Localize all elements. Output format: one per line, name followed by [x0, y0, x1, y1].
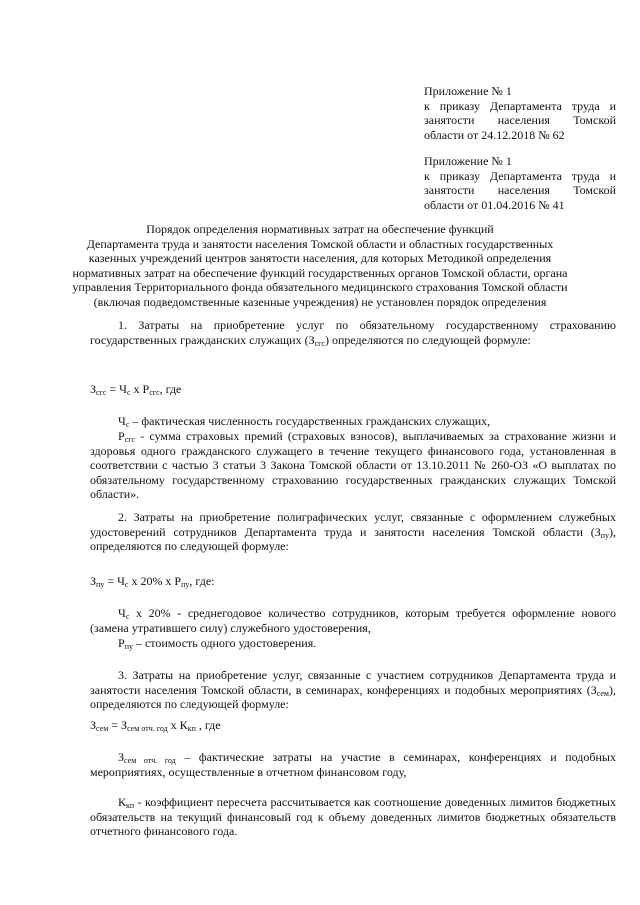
section-2-intro: 2. Затраты на приобретение полиграфических услуг, связанные с оформлением служебных удостоверений сотрудников Департамента труда и занятости населения Томской области $(З_{пу})$, определяются по следующей формуле:: [90, 510, 616, 553]
section-1-intro: 1. Затраты на приобретение услуг по обязательному государственному страхованию государственных гражданских служащих $(З_{сгс})$ определяются по следующей формуле:: [90, 318, 616, 348]
annex-order-line: к приказу Департамента труда и: [424, 98, 616, 113]
annex-department-line: занятости населения Томской: [424, 183, 616, 197]
annex-date-line: области от 24.12.2018 № 62: [424, 127, 565, 142]
title-line: нормативных затрат на обеспечение функций государственных органов Томской области, органа: [72, 265, 568, 280]
annex-title: Приложение № 1: [424, 154, 512, 168]
section-2-definition-price: $Р_{пу}$ – стоимость одного удостоверения.: [118, 636, 317, 651]
title-line: (включая подведомственные казенные учреждения) не установлен порядок определения: [93, 294, 547, 309]
section-3-definition-coefficient: $К_{кп}$ - коэффициент пересчета рассчитывается как соотношение доведенных лимитов бюджетных обязательств на текущий финансовый год к объему доведенных лимитов бюджетных обязательств отчетного финансового года.: [90, 795, 616, 838]
title-line: управления Территориального фонда обязательного медицинского страхования Томской области: [72, 280, 568, 295]
document-title: [30, 222, 610, 310]
section-3-formula: $З_{сем} = З_{сем отч. год}$ x $К_{кп}$ , где: [90, 718, 221, 733]
title-line: Порядок определения нормативных затрат на обеспечение функций: [146, 222, 494, 236]
section-1-definition-count: $Ч_с$ – фактическая численность государственных гражданских служащих,: [118, 414, 491, 429]
section-3-definition-actual-costs: $З_{сем отч. год}$ – фактические затраты на участие в семинарах, конференциях и подобных мероприятиях, осуществленные в отчетном финансовом году,: [90, 750, 616, 779]
annex-header-current: [424, 84, 616, 142]
section-3-intro: 3. Затраты на приобретение услуг, связанные с участием сотрудников Департамента труда и занятости населения Томской области, в семинарах, конференциях и подобных мероприятиях $(З_{сем})$, определяются по следующей формуле:: [90, 668, 616, 711]
annex-department-line: занятости населения Томской: [424, 113, 616, 127]
section-1-definition-premium: $Р_{сгс}$ - сумма страховых премий (страховых взносов), выплачиваемых за страхование жизни и здоровья одного гражданского служащего в течение текущего финансового года, установленная в соответствии с частью 3 статьи 3 Закона Томской области от 13.10.2011 № 260-ОЗ «О выплатах по обязательному государственному страхованию государственных гражданских служащих Томской области».: [90, 429, 616, 501]
section-2-definition-count: $Ч_с$ x 20% - среднегодовое количество сотрудников, которым требуется оформление нового (замена утратившего силу) служебного удостоверения,: [90, 606, 616, 635]
annex-order-line: к приказу Департамента труда и: [424, 168, 616, 183]
annex-date-line: области от 01.04.2016 № 41: [424, 197, 565, 212]
annex-header-previous: [424, 154, 616, 212]
section-1-formula: $З_{сгс} = Ч_с$ x $Р_{сгс}$, где: [90, 382, 182, 397]
title-line: Департамента труда и занятости населения Томской области и областных государственных: [86, 236, 554, 251]
section-2-formula: $З_{пу} = Ч_с$ x 20% x $Р_{пу}$, где:: [90, 574, 215, 589]
annex-title: Приложение № 1: [424, 84, 512, 98]
title-line: казенных учреждений центров занятости населения, для которых Методикой определения: [88, 251, 552, 266]
